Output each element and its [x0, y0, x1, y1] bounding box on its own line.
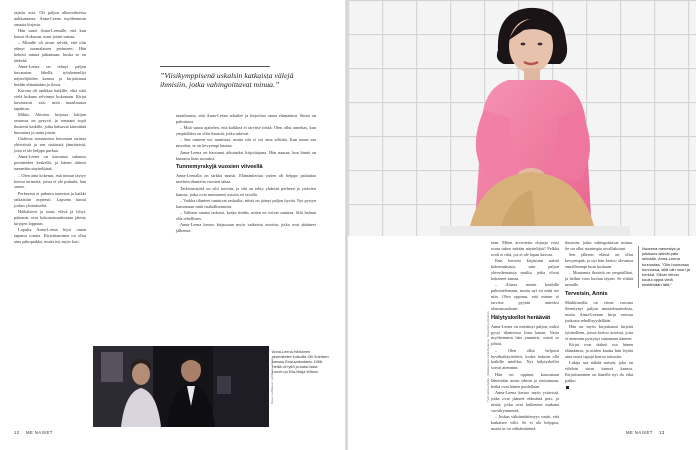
left-column-1	[14, 10, 86, 245]
paragraph: maailmasta, että Anna-Leena arkailee ja kirjoittaa omaa elämäänsä. Sitten on puhuttava.	[176, 113, 316, 124]
paragraph: taan. Miten arvostettu ohjaaja voisi osata tukea mitään näyttelijää? Pelkkä rooli ei riitä, jos ei ole lupaa kasvaa.	[491, 240, 559, 257]
paragraph: Kirjat ovat tärkeä osa hänen elämäänsä, ja niiden kautta hän löytää aina uusia tapoja kertoa tarinoita.	[565, 342, 633, 359]
right-column-2	[565, 240, 633, 390]
paragraph: Häikäisevä ja suuri, elävä ja lyhyt, pääomat ovat kokonaisuudessaan jätetty kirjojen loppuun.	[14, 208, 86, 226]
pull-quote-text: ”Viisikymppisenä uskalsin katkaista välejä ihmisiin, jotka vahingoittavat minua.”	[160, 70, 294, 90]
paragraph: ihmisiin, jotka vahingoittavat minua. Se on ollut suurimpia oivalluksiani.	[565, 240, 633, 251]
section-heading: Hälytyskellot heräävät	[491, 314, 551, 321]
pull-quote	[160, 66, 312, 90]
paragraph: – Mitä sanoa ajattelen, että kaikkea ei tarvitse tietää. Olen ollut onnekas, kun ympärilläni on ollut ihmisiä, jotka tukevat.	[176, 125, 316, 137]
paragraph: Sen jälkeen elämä on ollut kevyempää, ja nyt hän kertoo olevansa onnellisempi kuin koskaan.	[565, 252, 633, 270]
photo-caption: Anna-Leena Härkönen seurustelee kutsuilla Olli Soinisen kanssa Elokuvatuotanto 1986. Heillä oli tyttö ja kaksi lasta Lumen ja Eila-Maija Wilson.	[272, 350, 329, 374]
paragraph: Lopulta Anna-Leena löysi oman tapansa toimia. Kirjoittaminen on ollut aina pakopaikka, mutta nyt myös koti.	[14, 226, 86, 244]
paragraph: Anna-Leenalla on tarkka muisti. Elämänkertaa varten oli helppo palauttaa mieleen tilanteita vuosien takaa.	[176, 173, 316, 185]
paragraph: Anna-Leena on kasvanut aikuiseksi kirjoittajana. Hän nauraa, kun häntä on kutsuttu liian suoraksi.	[176, 149, 316, 161]
paragraph: Tarkistustyötä on silti tarvittu, ja sitä on tehty yhdessä perheen ja ystävien kanssa, jotka ovat muistaneet asioita eri tavalla.	[176, 185, 316, 197]
paragraph: Hän on oppinut katsomaan läheisiään uusin silmin ja erottamaan, ketkä ovat hänen puolellaan.	[491, 371, 559, 389]
right-column-1	[491, 240, 559, 432]
section-heading: Terveisin, Annis	[565, 291, 608, 298]
pull-quote-rule	[160, 66, 270, 67]
paragraph: Lukija saa nähdä naisen, joka on vihdoin sinut itsensä kanssa. Kirjoittaminen on hänelle nyt ilo eikä pakko.	[565, 360, 633, 383]
paragraph: – Joskus välttämättömyys vaatii, että katkaisee välit. Se ei ole helppoa, mutta se on välttämätöntä.	[491, 413, 559, 431]
paragraph: – Minulle oli aivan selvää, että olin tehnyt suomalaisen perinteen. Hän kehotti minua jatkamaan, koska se on tärkeää.	[14, 40, 86, 64]
left-column-2	[176, 113, 316, 234]
style-credit: Tyyli Henna Kallio · Maskeeraus Lotta Kanerva · Kuvat Eino Ahonen	[486, 311, 490, 402]
paragraph: Hän on myös kirjoittanut kirjeitä tyttärelleen, joissa kertoo asioista, joita ei aiemmin pystynyt sanomaan ääneen.	[565, 324, 633, 341]
paragraph: Uudessa romaanissa kerrotaan tarinaa yhteisöstä ja sen sisäisistä jännitteistä, joita ei ole helppo purkaa.	[14, 136, 86, 154]
paragraph: Kun kerroin kirjassani näistä kokemuksista, sain paljon yhteydenottoja muilta, jotka olivat kokeneet samaa.	[491, 258, 559, 281]
paragraph: – Valitsen sanani tarkasti, koska tiedän, miten ne voivat satuttaa. Silti haluan olla rehellinen.	[176, 210, 316, 221]
paragraph: Anna-Leena kertoo myös ystävistä, jotka ovat jääneet elämästä pois, ja niistä, jotka ovat kulkeneet mukana vuosikymmeniä.	[491, 389, 559, 413]
paragraph: rajattu asia. Oli paljon alkuvaiheessa nukkumassa. Anna-Leena myöhemmin omasta kirjasta.	[14, 10, 86, 27]
right-page	[348, 0, 696, 450]
paragraph: Perheessä ei puhuttu tunteista ja kaikki ratkaistiin nopeasti. Lapsena tuntui joskus yksinäiseltä.	[14, 190, 86, 208]
left-page	[0, 0, 346, 450]
section-heading: Tunnemyrskyjä vuosien viiveellä	[176, 164, 263, 171]
page-number: 12	[14, 430, 20, 435]
paragraph: Anna-Leena on kasvanut sukunsa perinteiden keskellä, ja hänen äitinsä tunnettiin näyttelijänä.	[14, 154, 86, 172]
right-folio	[626, 430, 665, 435]
paragraph: – Sen tunteen voi tunnistaa, mutta sitä ei voi aina selittää. Kun tunne saa muodon, se on kevyempi kantaa.	[176, 137, 316, 149]
paragraph: – Olen aina kokenut, että minun täytyy kertoa tarinoita, joista ei ole puhuttu, hän sanoo.	[14, 172, 86, 190]
paragraph: Anna-Leena on miettinyt paljon, miksi pysyi tilanteissa liian kauan. Vasta myöhemmin hän ymmärsi, mistä se johtui.	[491, 323, 559, 347]
photo-credit: Kuva: Lehtikuva / Lehtikuva arkisto	[270, 357, 274, 404]
paragraph: – Muutamia ihmisiä on ympärilläni, ja heihin voin luottaa täysin. Se riittää minulle.	[565, 270, 633, 288]
sidebar-caption: Nuorena menestys ja julkisuus iskivät päin seinään, Anna-Leena tunnustaa. ”Olin huonossa kunnossa, sillä olin nuori ja herkkä. Silloin minun kuului oppia vielä kestämään tätä.”	[638, 246, 690, 288]
paragraph: Anna-Leena on tehnyt paljon kuvausten lähellä, työskennellyt näyttelijöiden kanssa ja kirjoittanut heidän elämästään ja ilosta.	[14, 64, 86, 88]
paragraph: – Alussa menin koululle pahoittelemaan, mutta nyt en enää tee niin. Olen oppinut, että minun ei tarvitse pyytää anteeksi olemassaoloani.	[491, 282, 559, 311]
paragraph: Mikko Ahtosen kirjassa lukijan seurassa on pysyvä, ja romaani sopii ikuisesti kaikille, jotka haluavat kiinnittää huomiota ja uutta jotain.	[14, 112, 86, 136]
paragraph: Markkinoilla on viime vuosina ilmestynyt paljon muistelmateoksia, mutta Anna-Leenan kirja erottuu joukosta rehellisyydellään.	[565, 300, 633, 323]
portrait-photo	[348, 0, 696, 236]
end-mark	[566, 386, 569, 389]
archive-photo	[93, 346, 269, 427]
left-folio	[14, 430, 53, 435]
paragraph: – Olen ollut helposti hyväksikäytettävä, koska halusin olla kaikille mieliksi. Nyt hälytyskellot soivat aiemmin.	[491, 347, 559, 371]
paragraph: Anna-Leena kertoo kirjassaan myös vaikeista asioista, jotka ovat jättäneet jälkensä.	[176, 222, 316, 234]
page-number: 13	[659, 430, 665, 435]
paragraph: Hän sanoi Anna-Leenalle, että kun katsoi elokuvan, tunsi jotain samaa.	[14, 28, 86, 40]
archive-photo-illustration	[93, 346, 269, 427]
paragraph: – Vaikka tilanteet tuntuivat raskailta, niistä on jäänyt paljon hyvää. Nyt pystyn katsomaan niitä rauhallisemmin.	[176, 197, 316, 209]
magazine-name: ME NAISET	[25, 430, 53, 435]
magazine-name: ME NAISET	[626, 430, 653, 435]
paragraph: Korona oli rankkaa kaikille, eikä siitä vielä kukaan selvinnyt kokonaan. Kirjat kuvastavat sitä, mitä maailmassa tapahtuu.	[14, 88, 86, 112]
portrait-illustration	[348, 0, 696, 236]
